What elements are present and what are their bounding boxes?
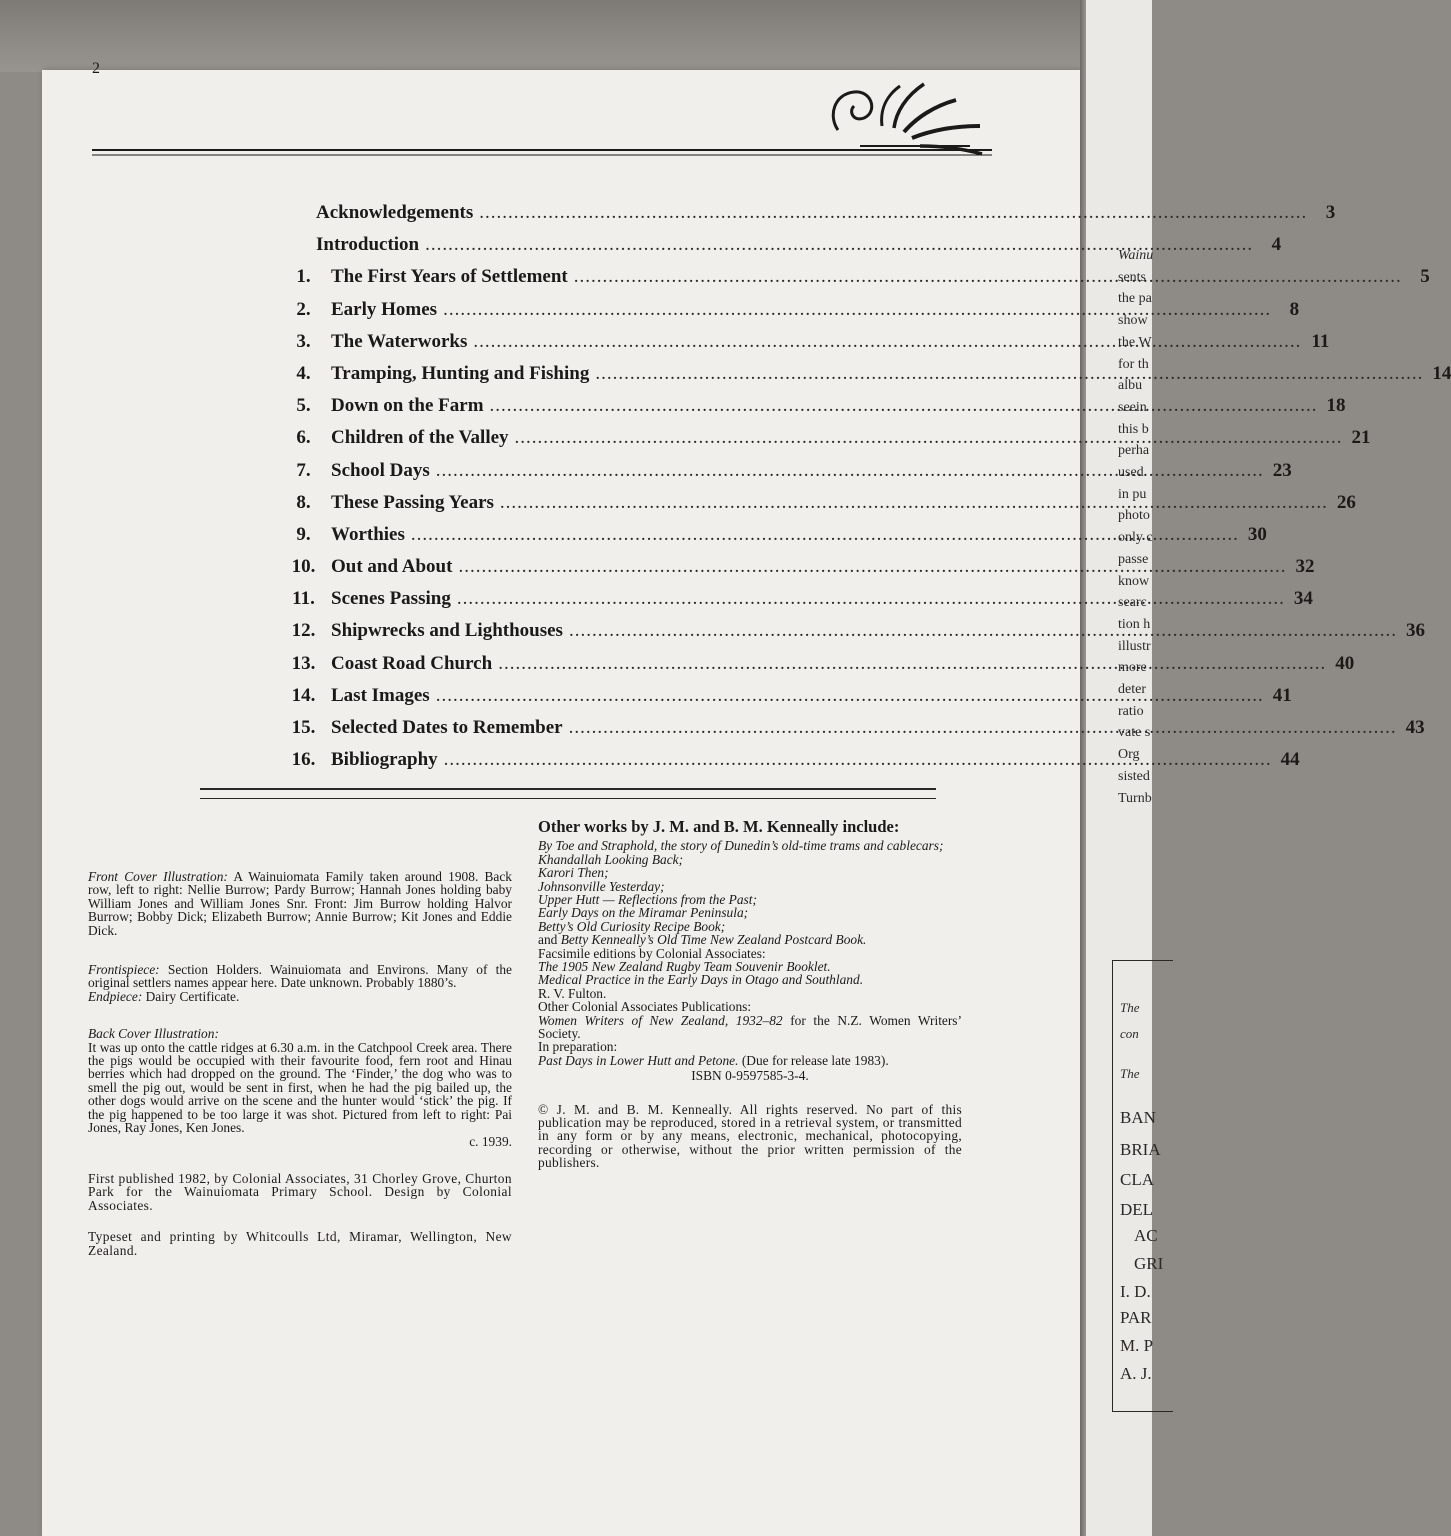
endpiece-credit: Endpiece: Dairy Certificate. (88, 988, 240, 1004)
toc-page-number: 21 (1351, 427, 1371, 449)
toc-leader-dots (500, 492, 1328, 514)
toc-page-number: 5 (1420, 266, 1430, 288)
toc-title: Coast Road Church (331, 652, 493, 674)
toc-title: School Days (331, 459, 430, 481)
toc-number: 15. (291, 717, 316, 738)
credits-column (88, 794, 512, 1257)
toc-page-number: 11 (1311, 330, 1330, 352)
toc-leader-dots (443, 299, 1271, 321)
toc-title: Scenes Passing (331, 588, 451, 610)
facsimile-label: Facsimile editions by Colonial Associates: (538, 945, 766, 961)
toc-number: 4. (296, 362, 311, 384)
facing-page-text: perha (1118, 443, 1150, 459)
facing-box-text: A. J. (1120, 1364, 1152, 1383)
toc-title: Acknowledgements (316, 202, 474, 223)
toc-leader-dots (425, 234, 1253, 256)
toc-number: 13. (291, 652, 316, 674)
toc-title: Down on the Farm (331, 395, 484, 417)
facing-box-text: The (1120, 1066, 1140, 1081)
facing-box-text: DEL (1120, 1200, 1154, 1219)
toc-page-number: 3 (1325, 202, 1336, 223)
front-cover-credit: Front Cover Illustration: A Wainuiomata Family taken around 1908. Back row, left to right: Nellie Burrow; Pardy Burrow; Hannah Jones holding baby William Jones and William Jones Snr. Front: Jim Burrow holding Halvor Burrow; Bobby Dick; Elizabeth Burrow; Annie Burrow; Kit Jones and Eddie Dick. (88, 869, 512, 938)
back-cover-label: Back Cover Illustration: (88, 1026, 219, 1042)
toc-number: 5. (296, 395, 311, 417)
toc-title: Out and About (331, 556, 453, 578)
toc-leader-dots (444, 749, 1272, 771)
facsimile-item: The 1905 New Zealand Rugby Team Souvenir Booklet. (538, 958, 831, 974)
toc-title: Last Images (331, 684, 430, 706)
isbn: ISBN 0-9597585-3-4. (691, 1068, 809, 1084)
facing-page-text: albu (1118, 378, 1143, 394)
toc-title: The Waterworks (331, 330, 468, 352)
toc-number: 1. (296, 266, 311, 288)
toc-number: 8. (296, 491, 311, 513)
work-item: Betty’s Old Curiosity Recipe Book; (538, 918, 726, 934)
facing-box-text: I. D. (1120, 1282, 1151, 1301)
facing-page-text: illustr (1118, 638, 1151, 654)
toc-title: Introduction (316, 234, 420, 256)
works-list (538, 839, 962, 933)
toc-leader-dots (436, 460, 1264, 482)
scroll-ornament-icon (820, 66, 990, 158)
facing-page-text: this b (1118, 421, 1149, 437)
facing-page-text: sisted (1118, 768, 1150, 784)
toc-number: 6. (296, 427, 311, 449)
toc-number: 14. (291, 684, 316, 706)
toc-leader-dots (458, 556, 1286, 578)
toc-leader-dots (515, 427, 1343, 449)
toc-page-number: 36 (1405, 620, 1425, 642)
toc-title: Selected Dates to Remember (331, 717, 563, 738)
toc-number: 9. (296, 523, 311, 545)
other-works-heading: Other works by J. M. and B. M. Kenneally include: (538, 817, 900, 836)
toc-entry (276, 202, 1336, 234)
facing-page-text: the pa (1118, 291, 1152, 307)
works-last: and Betty Kenneally’s Old Time New Zealand Postcard Book. (538, 932, 867, 948)
facsimile-author: R. V. Fulton. (538, 985, 607, 1001)
facing-page-text: passe (1118, 551, 1149, 567)
toc-title: These Passing Years (331, 491, 494, 513)
facing-box-text: BAN (1120, 1108, 1156, 1127)
toc-number: 16. (291, 749, 316, 771)
toc-title: Bibliography (331, 749, 438, 771)
toc-page-number: 8 (1289, 298, 1300, 320)
preparation-label: In preparation: (538, 1039, 618, 1055)
facing-page-text: know (1118, 573, 1150, 589)
facsimile-item: Medical Practice in the Early Days in Otago and Southland. (538, 972, 864, 988)
toc-leader-dots (473, 331, 1301, 353)
toc-page-number: 14 (1432, 362, 1451, 384)
toc-page-number: 44 (1280, 749, 1300, 771)
facing-page-text: sents (1118, 269, 1146, 285)
toc-title: The First Years of Settlement (331, 266, 568, 288)
facing-box-text: M. P (1120, 1336, 1154, 1355)
publications-label: Other Colonial Associates Publications: (538, 999, 752, 1015)
facing-page-text: deter (1118, 682, 1146, 697)
toc-leader-dots (569, 717, 1397, 739)
toc-leader-dots (569, 620, 1397, 642)
facing-box-text: PAR (1120, 1308, 1152, 1327)
toc-entry (276, 330, 1330, 363)
facing-page-text: Org (1118, 747, 1140, 763)
toc-page-number: 18 (1326, 395, 1346, 417)
facing-box-text: CLA (1120, 1170, 1154, 1189)
facing-page-text: more (1118, 660, 1147, 676)
toc-page-number: 34 (1293, 588, 1313, 610)
toc-number: 11. (292, 588, 315, 610)
facing-page-text: used. (1118, 465, 1148, 480)
toc-page-number: 32 (1295, 556, 1315, 578)
page-number: 2 (92, 60, 100, 77)
back-cover-text: It was up onto the cattle ridges at 6.30 a.m. in the Catchpool Creek area. There the pigs would be occupied with their favourite food, fern root and Hinau berries which had dropped on the ground. The ‘Finder,’ the dog who was to smell the pig out, would be sent in first, when he had the pig bailed up, the other dogs would arrive on the scene and the hunter would ‘stick’ the pig. If the pig happened to be too large it was shot. Pictured from left to right: Pai Jones, Ray Jones, Ken Jones. (88, 1039, 512, 1136)
toc-page-number: 43 (1405, 717, 1425, 738)
facing-page-text: photo (1118, 508, 1150, 524)
back-cover-date: c. 1939. (469, 1133, 512, 1149)
facing-page-text: Turnb (1118, 790, 1152, 806)
toc-page-number: 26 (1336, 491, 1356, 513)
facing-page-text: vate s (1118, 725, 1151, 741)
toc-number: 12. (291, 620, 316, 642)
toc-title: Tramping, Hunting and Fishing (331, 362, 590, 384)
facing-box-text: GRI (1134, 1254, 1164, 1273)
toc-leader-dots (498, 653, 1326, 675)
facing-page-text: show (1118, 313, 1148, 329)
facing-page-text: tion h (1118, 616, 1151, 632)
work-item: Upper Hutt — Reflections from the Past; (538, 891, 757, 907)
work-item: By Toe and Straphold, the story of Dunedin’s old-time trams and cablecars; (538, 838, 944, 854)
toc-page-number: 40 (1335, 652, 1355, 674)
preparation-item: Past Days in Lower Hutt and Petone. (Due for release late 1983). (538, 1052, 889, 1068)
facing-box-text: BRIA (1120, 1140, 1161, 1159)
toc-leader-dots (436, 685, 1264, 707)
header-double-rule (92, 148, 1012, 158)
facing-box-text: con (1120, 1026, 1139, 1041)
work-item: Johnsonville Yesterday; (538, 878, 665, 894)
typeset-credit: Typeset and printing by Whitcoulls Ltd, Miramar, Wellington, New Zealand. (88, 1229, 512, 1258)
work-item: Karori Then; (538, 865, 609, 881)
facing-box-text: The (1120, 1000, 1140, 1015)
toc-number: 3. (296, 330, 311, 352)
facing-page-text: ratio (1118, 703, 1144, 719)
toc-leader-dots (457, 588, 1285, 610)
work-item: Early Days on the Miramar Peninsula; (538, 905, 749, 921)
toc-page-number: 23 (1272, 459, 1292, 481)
facing-box-text: AC (1134, 1226, 1158, 1245)
toc-page-number: 4 (1271, 234, 1282, 256)
facing-page-text: the W (1118, 334, 1152, 350)
toc-number: 10. (291, 556, 316, 578)
copyright-notice: © J. M. and B. M. Kenneally. All rights reserved. No part of this publication may be reproduced, stored in a retrieval system, or transmitted in any form or by any means, electronic, mechanical, photocopying, recording or otherwise, without the prior written permission of the publishers. (538, 1101, 962, 1171)
facing-page-text: searc (1118, 595, 1147, 611)
toc-title: Early Homes (331, 298, 438, 320)
toc-leader-dots (574, 266, 1402, 288)
facing-page-text: in pu (1118, 486, 1147, 502)
toc-title: Shipwrecks and Lighthouses (331, 620, 563, 642)
toc-leader-dots (490, 395, 1318, 417)
toc-number: 7. (296, 459, 311, 481)
other-works-column (538, 818, 962, 1170)
toc-page-number: 41 (1272, 684, 1292, 706)
toc-page-number: 30 (1247, 523, 1267, 545)
toc-leader-dots (411, 524, 1239, 546)
toc-leader-dots (479, 202, 1307, 224)
facing-page-text: Wainu (1118, 248, 1154, 263)
toc-number: 2. (296, 298, 311, 320)
publications-item: Women Writers of New Zealand, 1932–82 for the N.Z. Women Writers’ Society. (538, 1012, 962, 1041)
first-published: First published 1982, by Colonial Associates, 31 Chorley Grove, Churton Park for the Wainuiomata Primary School. Design by Colonial Associates. (88, 1170, 512, 1213)
toc-leader-dots (595, 363, 1423, 385)
background-shadow (0, 0, 1152, 72)
work-item: Khandallah Looking Back; (538, 851, 684, 867)
frontispiece-credit: Frontispiece: Section Holders. Wainuiomata and Environs. Many of the original settlers names appear here. Date unknown. Probably 1880’s. (88, 962, 512, 991)
facing-page-text: only c (1118, 530, 1153, 546)
facing-page-text: seein (1118, 399, 1147, 415)
toc-title: Worthies (331, 523, 405, 545)
toc-title: Children of the Valley (331, 427, 509, 449)
facing-page-text: for th (1118, 356, 1149, 372)
